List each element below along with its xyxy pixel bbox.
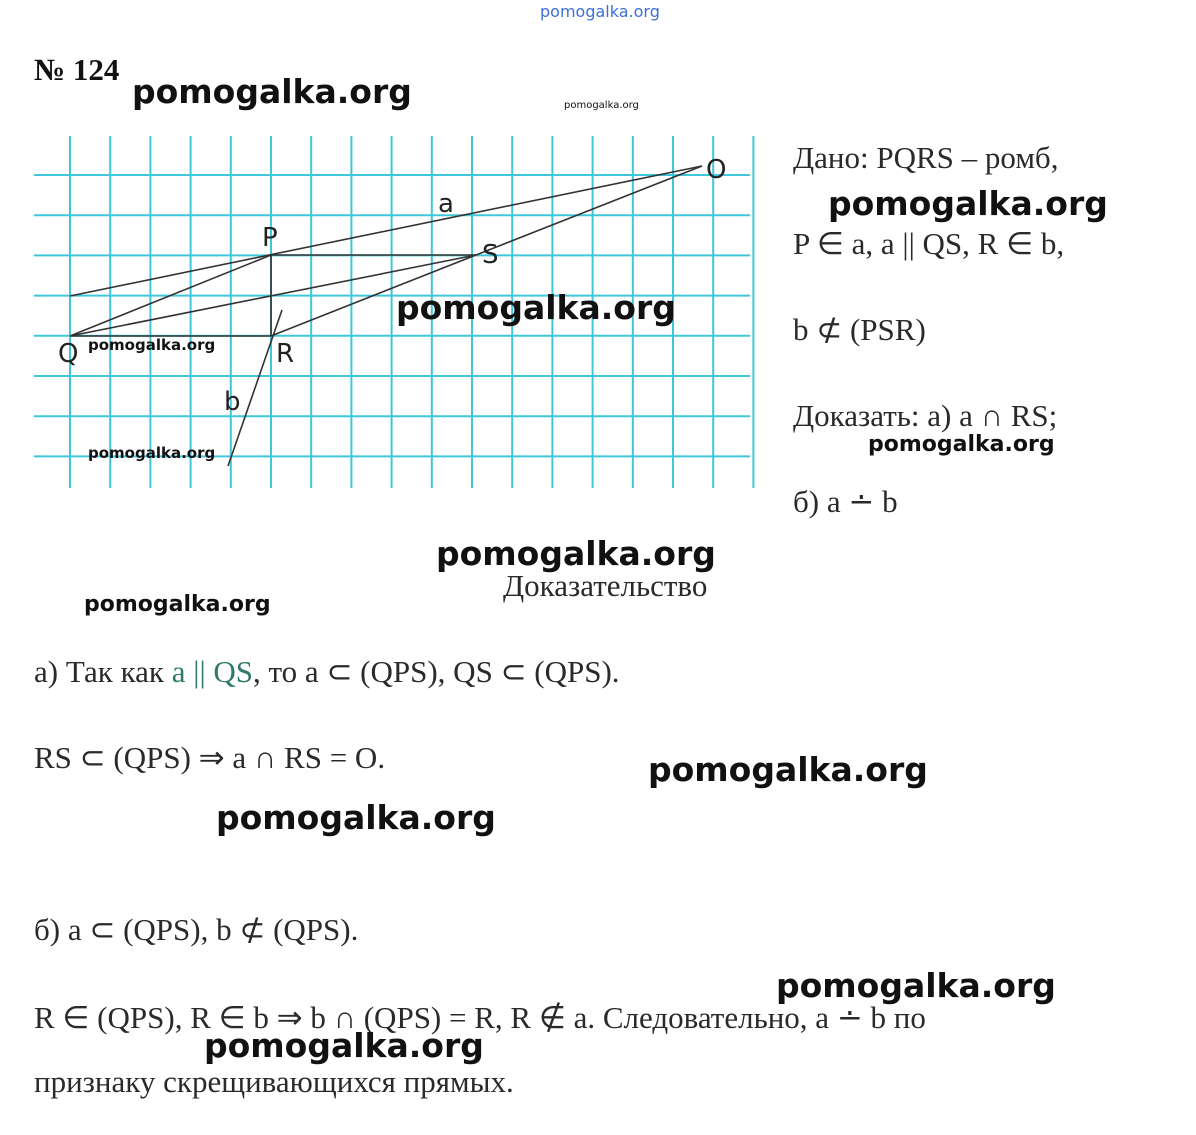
prove-line-a: Доказать: а) a ∩ RS; (793, 398, 1058, 433)
label-P: P (262, 223, 278, 253)
proof-b-line-2: R ∈ (QPS), R ∈ b ⇒ b ∩ (QPS) = R, R ∉ a. Следовательно, a ∸ b по (34, 1000, 926, 1035)
proof-a-suffix: , то a ⊂ (QPS), QS ⊂ (QPS). (253, 654, 620, 689)
label-S: S (482, 240, 499, 270)
watermark: pomogalka.org (648, 750, 928, 789)
proof-heading: Доказательство (503, 568, 708, 603)
watermark: pomogalka.org (88, 336, 216, 354)
task-number: № 124 (34, 52, 120, 87)
given-line-2: P ∈ a, a || QS, R ∈ b, (793, 226, 1065, 261)
watermark: pomogalka.org (84, 592, 271, 617)
proof-a-prefix: а) Так как (34, 654, 172, 689)
watermark: pomogalka.org (88, 444, 216, 462)
given-line-3: b ⊄ (PSR) (793, 312, 926, 347)
label-a: a (438, 189, 454, 219)
watermark: pomogalka.org (204, 1026, 484, 1065)
label-b: b (224, 387, 241, 417)
watermark: pomogalka.org (396, 288, 676, 327)
watermark: pomogalka.org (132, 72, 412, 111)
watermark: pomogalka.org (828, 184, 1108, 223)
proof-b-line-1: б) a ⊂ (QPS), b ⊄ (QPS). (34, 912, 359, 947)
label-R: R (276, 339, 295, 369)
proof-b-line-3: признаку скрещивающихся прямых. (34, 1064, 514, 1099)
segment-SO (476, 166, 702, 255)
watermark: pomogalka.org (868, 432, 1055, 457)
label-Q: Q (58, 339, 79, 369)
top-watermark: pomogalka.org (540, 2, 660, 21)
proof-a-line-1 (34, 654, 620, 690)
proof-a-line-2: RS ⊂ (QPS) ⇒ a ∩ RS = O. (34, 740, 386, 775)
watermark: pomogalka.org (216, 798, 496, 837)
given-line-1: Дано: PQRS – ромб, (793, 140, 1059, 175)
watermark: pomogalka.org (564, 100, 639, 111)
label-O: O (706, 155, 727, 185)
watermark: pomogalka.org (436, 534, 716, 573)
watermark: pomogalka.org (776, 966, 1056, 1005)
line-a (70, 166, 702, 296)
prove-line-b: б) a ∸ b (793, 484, 898, 519)
proof-a-highlight: a || QS (171, 654, 254, 689)
